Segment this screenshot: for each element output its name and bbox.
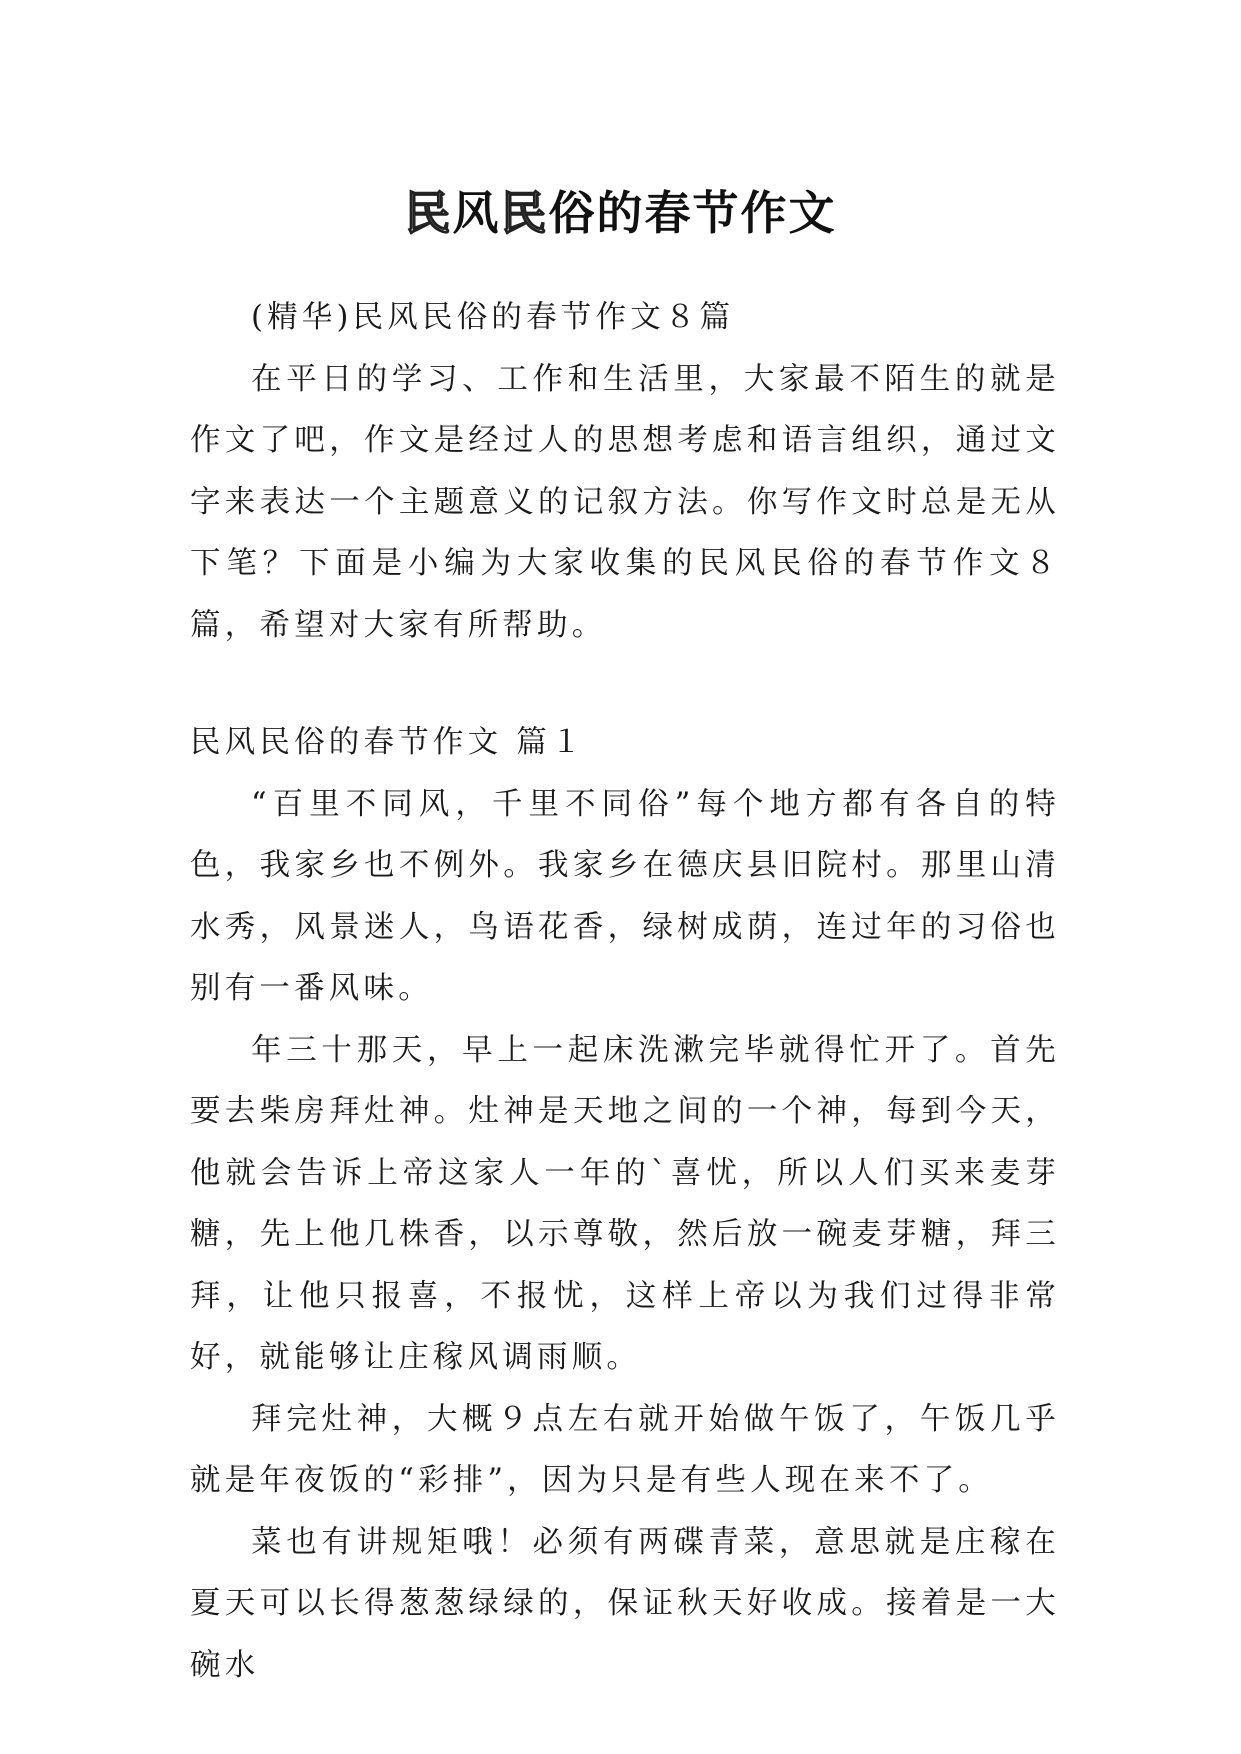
title-char: 风: [452, 185, 501, 240]
document-body: [190, 287, 1060, 1696]
intro-paragraph: 在平日的学习、工作和生活里，大家最不陌生的就是作文了吧，作文是经过人的思想考虑和语言组织，通过文字来表达一个主题意义的记叙方法。你写作文时总是无从下笔？下面是小编为大家收集的民风民俗的春节作文８篇，希望对大家有所帮助。: [190, 361, 1060, 643]
document-title: [0, 181, 1241, 245]
body-paragraph: 菜也有讲规矩哦！必须有两碟青菜，意思就是庄稼在夏天可以长得葱葱绿绿的，保证秋天好收成。接着是一大碗水: [190, 1524, 1060, 1683]
body-paragraph: “百里不同风，千里不同俗”每个地方都有各自的特色，我家乡也不例外。我家乡在德庆县旧院村。那里山清水秀，风景迷人，鸟语花香，绿树成荫，连过年的习俗也别有一番风味。: [190, 786, 1060, 1006]
body-paragraph: 年三十那天，早上一起床洗漱完毕就得忙开了。首先要去柴房拜灶神。灶神是天地之间的一个神，每到今天，他就会告诉上帝这家人一年的`喜忧，所以人们买来麦芽糖，先上他几株香，以示尊敬，然后放一碗麦芽糖，拜三拜，让他只报喜，不报忧，这样上帝以为我们过得非常好，就能够让庄稼风调雨顺。: [190, 1032, 1060, 1375]
body-paragraph: 拜完灶神，大概９点左右就开始做午饭了，午饭几乎就是年夜饭的“彩排”，因为只是有些人现在来不了。: [190, 1401, 1060, 1498]
section-spacer: [190, 656, 1060, 712]
document-subtitle: (精华)民风民俗的春节作文８篇: [251, 300, 735, 335]
title-rest: 俗的春节作文: [548, 185, 837, 240]
title-outlined-char: 民: [500, 185, 549, 240]
title-outlined-char: 民: [404, 185, 453, 240]
section-heading: 民风民俗的春节作文 篇１: [190, 725, 586, 760]
